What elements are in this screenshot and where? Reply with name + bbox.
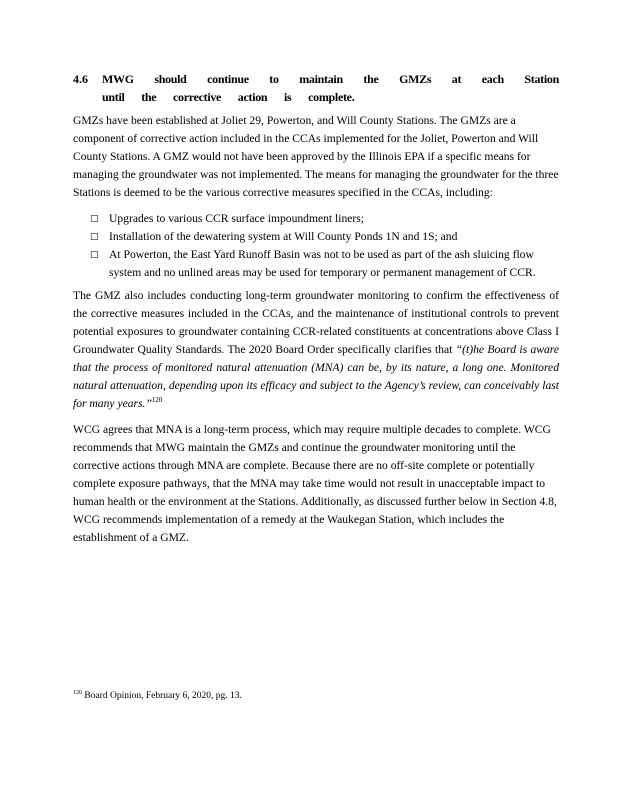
- document-page: [73, 70, 559, 555]
- bullet-box-icon: □: [90, 214, 99, 224]
- list-item: □ Upgrades to various CCR surface impoundment liners;: [73, 210, 559, 228]
- list-item: □ Installation of the dewatering system at Will County Ponds 1N and 1S; and: [73, 228, 559, 246]
- section-number: 4.6: [73, 72, 88, 86]
- paragraph-mna-recommendation: WCG agrees that MNA is a long-term process, which may require multiple decades to complete. WCG recommends that MWG maintain the GMZs and continue the groundwater monitoring until the corrective actions through MNA are complete. Because there are no off-site complete or potentially complete exposure pathways, that the MNA may take time would not result in unacceptable impact to human health or the environment at the Stations. Additionally, as discussed further below in Section 4.8, WCG recommends implementation of a remedy at the Waukegan Station, which includes the establishment of a GMZ.: [73, 423, 557, 544]
- section-heading: [73, 70, 559, 106]
- bullet-box-icon: □: [90, 232, 99, 242]
- footnote-reference: 120: [151, 396, 163, 405]
- footnote: [73, 690, 242, 702]
- list-item: □ At Powerton, the East Yard Runoff Basin was not to be used as part of the ash sluicing flow system and no unlined areas may be used for temporary or permanent management of CCR.: [90, 248, 536, 279]
- section-title: MWG should continue to maintain the GMZs at each Station until the corrective action is complete.: [102, 72, 559, 104]
- footnote-number: 120: [73, 689, 82, 696]
- corrective-measures-list: [73, 210, 559, 282]
- paragraph-gmz-established: GMZs have been established at Joliet 29, Powerton, and Will County Stations. The GMZs are a component of corrective action included in the CCAs implemented for the Joliet, Powerton and Will County Stations. A GMZ would not have been approved by the Illinois EPA if a specific means for managing the groundwater was not implemented. The means for managing the groundwater for the three Stations is deemed to be the various corrective measures specified in the CCAs, including:: [73, 114, 559, 199]
- bullet-box-icon: □: [90, 250, 99, 260]
- footnote-text: Board Opinion, February 6, 2020, pg. 13.: [82, 691, 242, 701]
- paragraph-gmz-monitoring: The GMZ also includes conducting long-term groundwater monitoring to confirm the effectiveness of the corrective measures included in the CCAs, and the maintenance of institutional controls to prevent potential exposures to groundwater containing CCR-related constituents at concentrations above Class I Groundwater Quality Standards. The 2020 Board Order specifically clarifies that “(t)he Board is aware that the process of monitored natural attenuation (MNA) can be, by its nature, a long one. Monitored natural attenuation, depending upon its efficacy and subject to the Agency’s review, can conceivably last for many years.”$^{120}$: [73, 289, 559, 410]
- board-order-quote: “(t)he Board is aware that the process of monitored natural attenuation (MNA) can be, by its nature, a long one. Monitored natural attenuation, depending upon its efficacy and subject to the Agency’s review, can conceivably last for many years.”: [73, 343, 559, 410]
